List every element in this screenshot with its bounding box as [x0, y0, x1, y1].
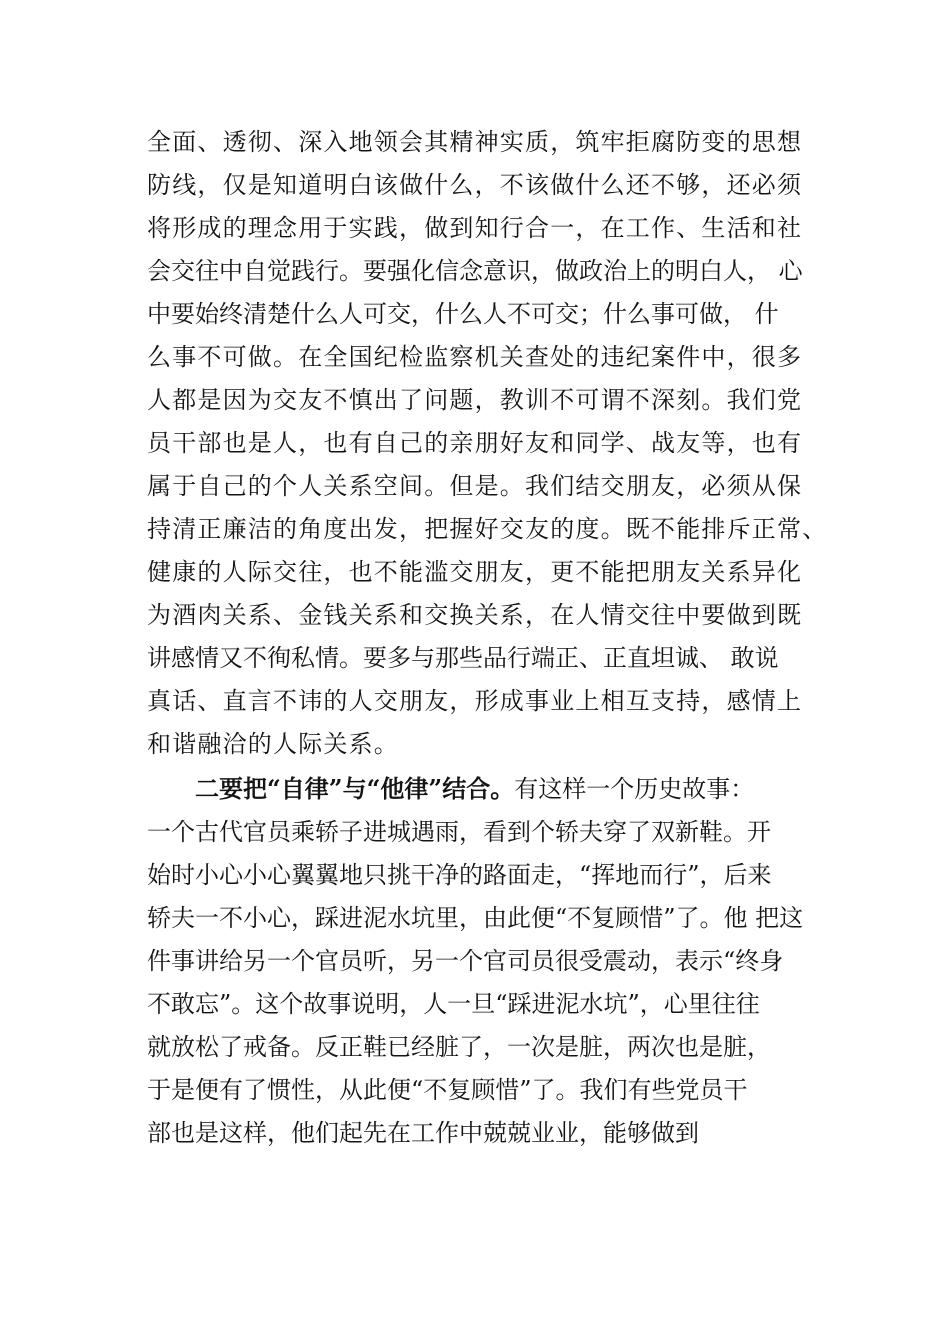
paragraph-heading-line [195, 774, 875, 804]
text-line: 会交往中自觉践行。要强化信念意识，做政治上的明白人， 心 [147, 257, 803, 285]
text-line: 部也是这样，他们起先在工作中兢兢业业，能够做到 [147, 1119, 699, 1147]
section-heading: 二要把“自律”与“他律”结合。 [195, 774, 515, 803]
heading-tail-text: 有这样一个历史故事： [514, 775, 755, 803]
text-line: 员干部也是人，也有自己的亲朋好友和同学、战友等，也有 [147, 429, 803, 457]
text-line: 中要始终清楚什么人可交，什么人不可交；什么事可做， 什 [147, 300, 779, 328]
text-line: 防线，仅是知道明白该做什么，不该做什么还不够，还必须 [147, 171, 803, 199]
text-line: 于是便有了惯性，从此便“不复顾惜”了。我们有些党员干 [147, 1076, 748, 1104]
text-line: 健康的人际交往，也不能滥交朋友，更不能把朋友关系异化 [147, 558, 803, 586]
text-line: 属于自己的个人关系空间。但是。我们结交朋友，必须从保 [147, 472, 803, 500]
text-line: 和谐融洽的人际关系。 [147, 730, 399, 758]
text-line: 人都是因为交友不慎出了问题，教训不可谓不深刻。我们党 [147, 386, 803, 414]
text-line: 就放松了戒备。反正鞋已经脏了，一次是脏，两次也是脏， [147, 1033, 771, 1061]
text-line: 始时小心小心翼翼地只挑干净的路面走，“挥地而行”，后来 [147, 861, 772, 889]
text-line: 么事不可做。在全国纪检监察机关查处的违纪案件中，很多 [147, 343, 803, 371]
text-line: 轿夫一不小心，踩进泥水坑里，由此便“不复顾惜”了。他 把这 [147, 904, 804, 932]
text-line: 为酒肉关系、金钱关系和交换关系，在人情交往中要做到既 [147, 601, 803, 629]
text-line: 全面、透彻、深入地领会其精神实质，筑牢拒腐防变的思想 [147, 128, 803, 156]
text-line: 不敢忘”。这个故事说明，人一旦“踩进泥水坑”，心里往往 [147, 990, 760, 1018]
text-line: 件事讲给另一个官员听，另一个官司员很受震动，表示“终身 [147, 947, 784, 975]
text-line: 一个古代官员乘轿子进城遇雨，看到个轿夫穿了双新鞋。开 [147, 818, 771, 846]
text-line: 讲感情又不徇私情。要多与那些品行端正、正直坦诚、 敢说 [147, 644, 779, 672]
text-line: 将形成的理念用于实践，做到知行合一，在工作、生活和社 [147, 214, 803, 242]
text-line: 真话、直言不讳的人交朋友，形成事业上相互支持，感情上 [147, 687, 803, 715]
text-line: 持清正廉洁的角度出发，把握好交友的度。既不能排斥正常、 [147, 515, 828, 543]
